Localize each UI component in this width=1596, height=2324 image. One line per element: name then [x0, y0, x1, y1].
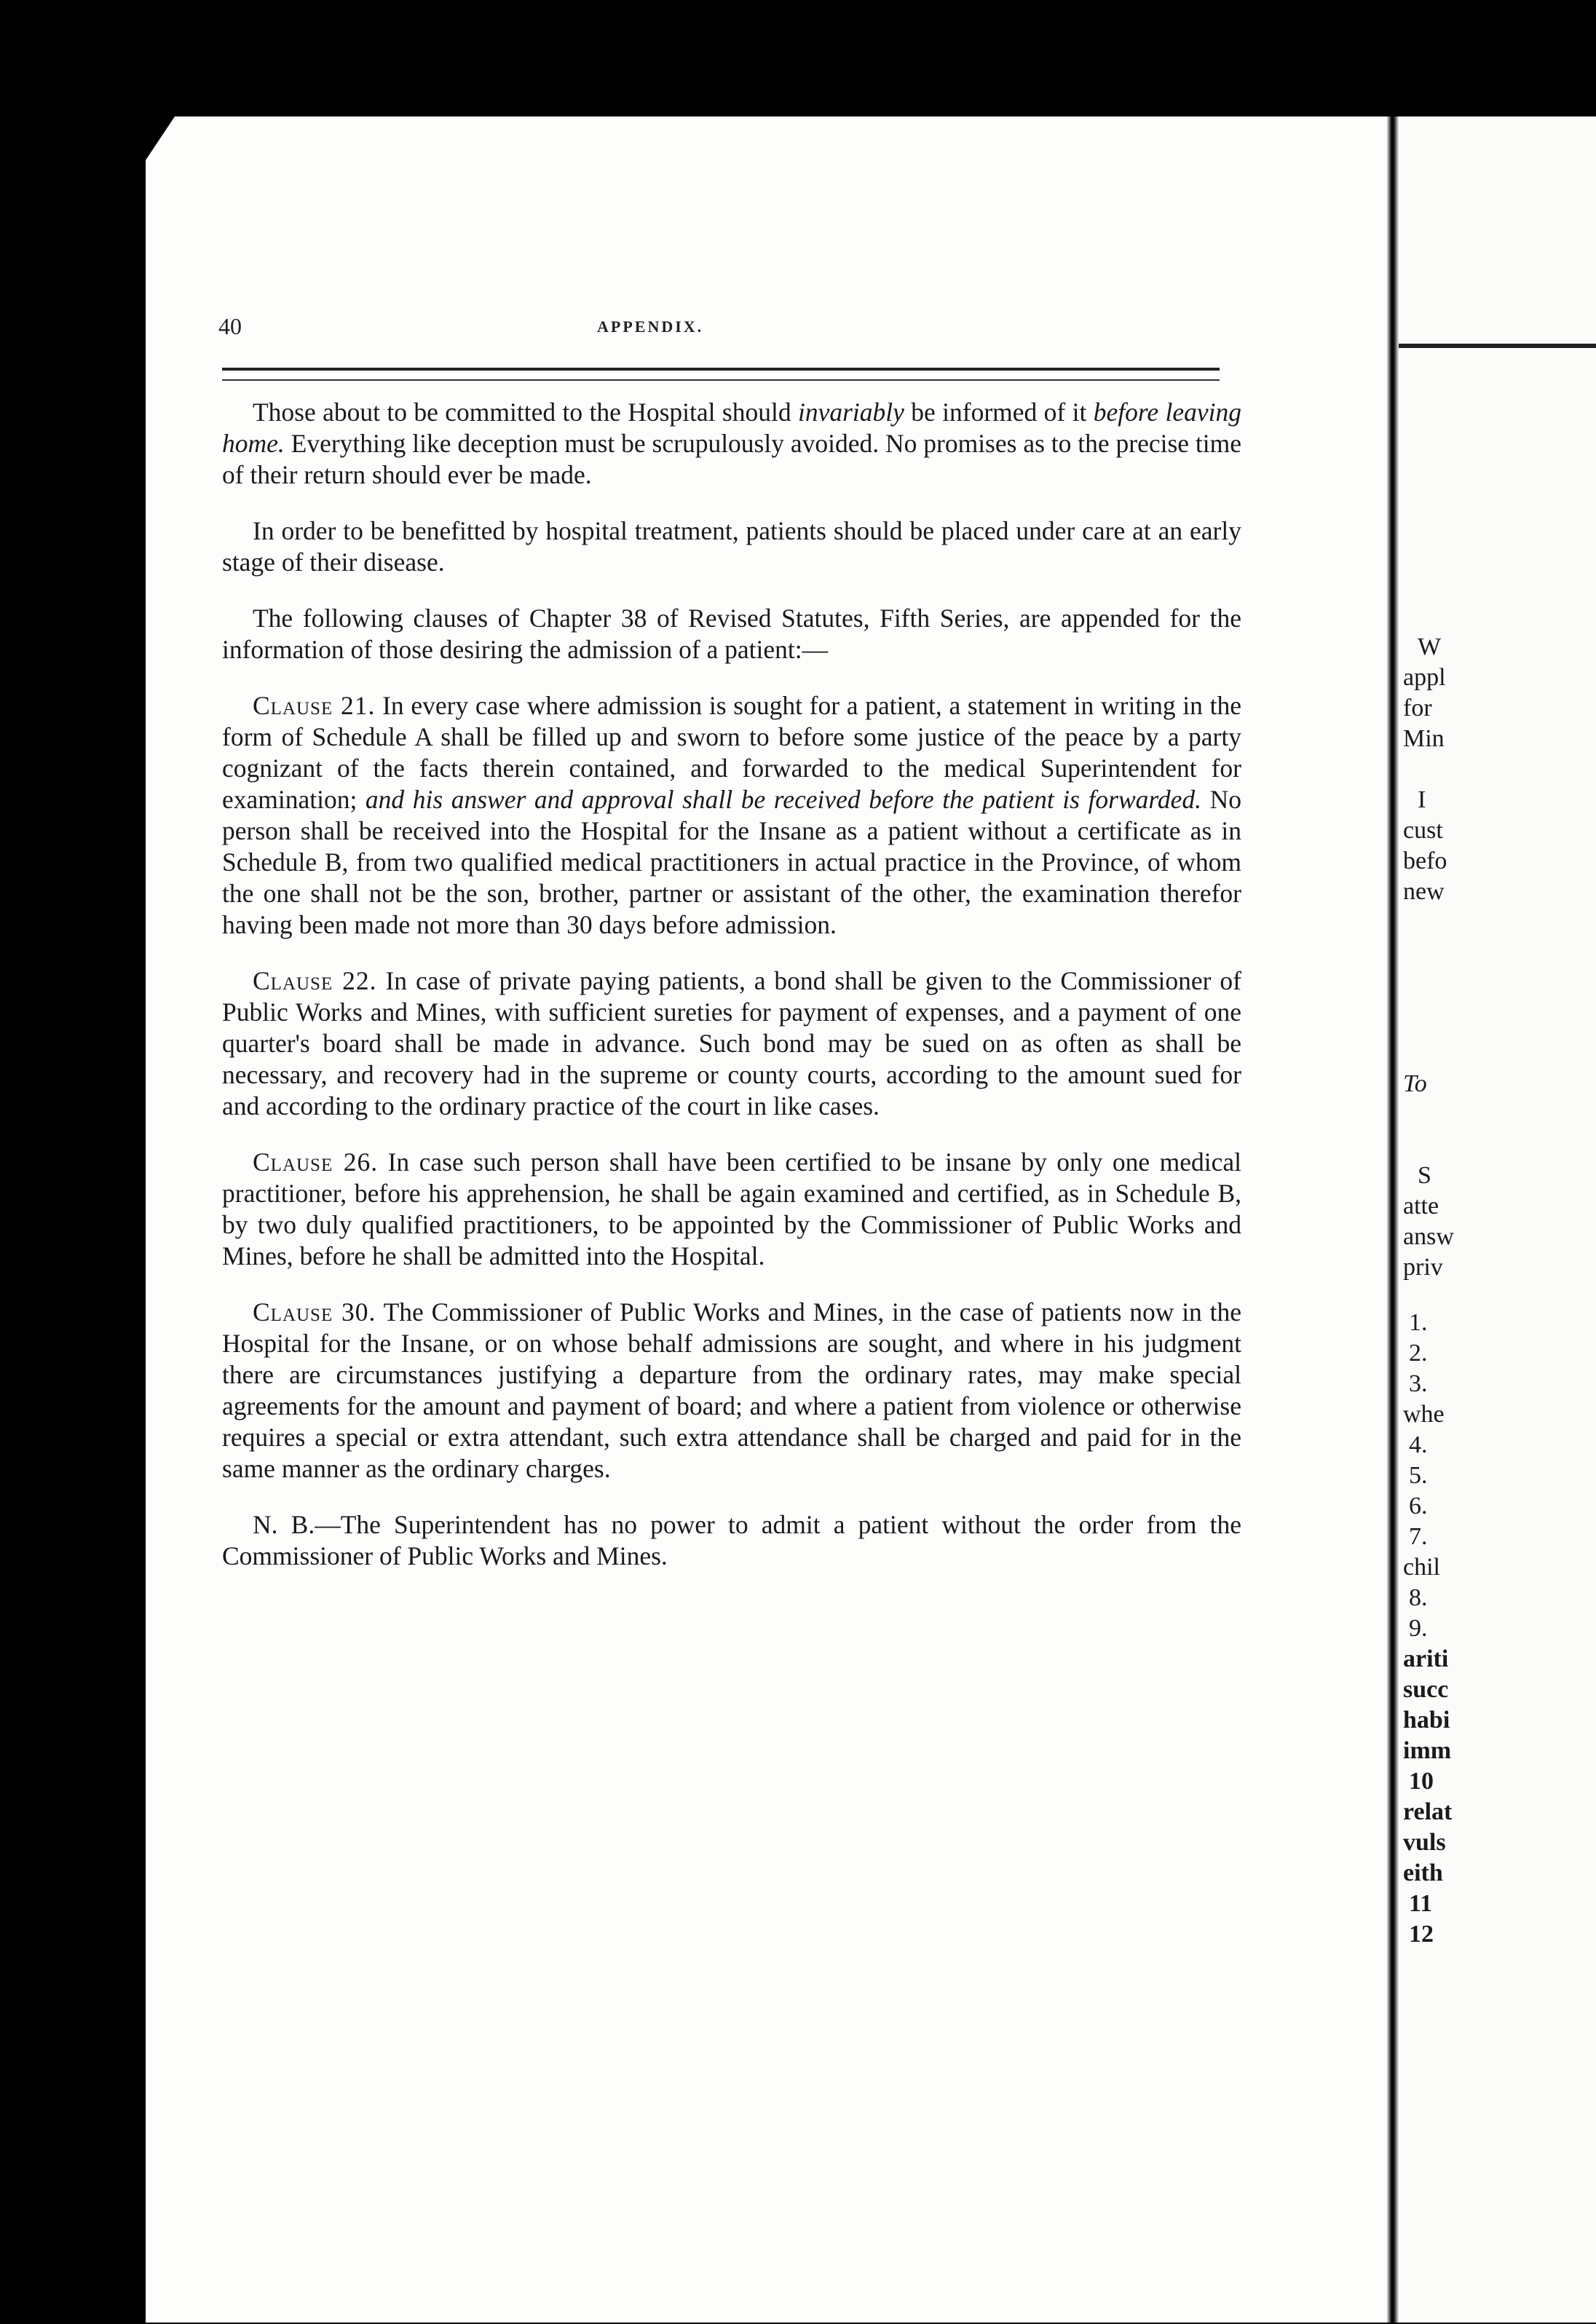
- text-run: No person shall be received into the Hospital for the Insane as a patient without a certificate as in Schedule B, from two qualified medical practitioners in actual practice in the Province, of whom the one shall not be the son, brother, partner or assistant of the other, the examination therefor having been made not more than 30 days before admission.: [222, 785, 1241, 939]
- paragraph: [222, 397, 1241, 491]
- right-page-fragment: 6.: [1409, 1493, 1428, 1519]
- paragraph: [222, 603, 1241, 665]
- paragraph: [222, 965, 1241, 1122]
- text-run: In case of private paying patients, a bond shall be given to the Commissioner of Public Works and Mines, with sufficient sureties for payment of expenses, and a payment of one quarter's board shall be made in advance. Such bond may be sued on as often as shall be necessary, and recovery had in the supreme or county courts, according to the amount sued for and according to the ordinary practice of the court in like cases.: [222, 966, 1242, 1120]
- paragraph: [222, 690, 1241, 941]
- text-run: N. B.—The Superintendent has no power to admit a patient without the order from the Commissioner of Public Works and Mines.: [222, 1510, 1241, 1570]
- right-page: [1399, 116, 1596, 2323]
- right-page-fragment: 4.: [1409, 1431, 1428, 1458]
- emphasis-text: invariably: [797, 398, 904, 427]
- page-number: 40: [218, 313, 242, 339]
- right-page-fragment: appl: [1403, 664, 1446, 691]
- right-page-fragment: 1.: [1409, 1309, 1428, 1336]
- right-page-fragment: eith: [1403, 1859, 1443, 1886]
- right-page-fragment: whe: [1403, 1401, 1445, 1428]
- page-title: APPENDIX.: [597, 317, 704, 336]
- right-page-fragment: To: [1403, 1070, 1427, 1097]
- right-page-fragment: Min: [1403, 725, 1445, 752]
- right-page-fragment: 11: [1409, 1890, 1433, 1917]
- clause-heading: Clause 26.: [253, 1147, 379, 1177]
- right-page-fragment: I: [1418, 786, 1426, 813]
- right-page-fragment: vuls: [1403, 1829, 1446, 1856]
- right-page-fragment: atte: [1403, 1193, 1439, 1220]
- right-page-fragment: for: [1403, 695, 1432, 722]
- text-run: In case such person shall have been certified to be insane by only one medical practitioner, before his apprehension, he shall be again examined and certified, as in Schedule B, by two duly qualified practitioners, to be appointed by the Commissioner of Public Works and Mines, before he shall be admitted into the Hospital.: [222, 1147, 1241, 1270]
- paragraph: [222, 1147, 1241, 1272]
- right-page-fragment: succ: [1403, 1676, 1449, 1703]
- page-corner-shadow: [146, 116, 175, 160]
- clause-heading: Clause 22.: [253, 966, 377, 995]
- right-page-fragment: 10: [1409, 1768, 1434, 1795]
- right-page-fragment: priv: [1403, 1254, 1443, 1281]
- text-run: Those about to be committed to the Hospital should: [253, 398, 798, 427]
- text-run: be informed of it: [904, 398, 1094, 427]
- book-gutter: [1387, 116, 1399, 2323]
- right-page-fragment: ariti: [1403, 1645, 1449, 1672]
- right-page-fragment: S: [1418, 1162, 1431, 1189]
- right-page-fragment: relat: [1403, 1798, 1453, 1825]
- right-page-fragment: 12: [1409, 1921, 1434, 1948]
- clause-heading: Clause 21.: [253, 691, 376, 720]
- right-page-fragment: W: [1418, 633, 1442, 660]
- right-page-fragment: 5.: [1409, 1462, 1428, 1489]
- right-page-fragment: imm: [1403, 1737, 1452, 1764]
- right-page-fragment: 3.: [1409, 1370, 1428, 1397]
- paragraph: [222, 515, 1241, 578]
- paragraph: [222, 1297, 1241, 1485]
- right-page-fragment: 7.: [1409, 1523, 1428, 1550]
- right-page-fragment: cust: [1403, 817, 1443, 844]
- right-page-fragment: chil: [1403, 1554, 1440, 1581]
- emphasis-text: before leaving home.: [222, 398, 1241, 458]
- header-rule: [222, 368, 1220, 381]
- document-body: [222, 397, 1241, 1597]
- right-page-fragment: 8.: [1409, 1584, 1428, 1611]
- right-page-fragment: 2.: [1409, 1340, 1428, 1367]
- clause-heading: Clause 30.: [253, 1297, 376, 1327]
- right-page-fragment: 9.: [1409, 1615, 1428, 1642]
- right-page-fragment: new: [1403, 878, 1445, 905]
- text-run: The following clauses of Chapter 38 of Revised Statutes, Fifth Series, are appended for the information of those desiring the admission of a patient:—: [222, 604, 1241, 664]
- right-page-rule: [1399, 344, 1596, 348]
- right-page-fragment: habi: [1403, 1707, 1450, 1734]
- text-run: The Commissioner of Public Works and Mines, in the case of patients now in the Hospital for the Insane, or on whose behalf admissions are sought, and where in his judgment there are circumstances justifying a departure from the ordinary rates, may make special agreements for the amount and payment of board; and where a patient from violence or otherwise requires a special or extra attendant, such extra attendance shall be charged and paid for in the same manner as the ordinary charges.: [222, 1297, 1241, 1483]
- right-page-fragment: answ: [1403, 1223, 1454, 1250]
- text-run: In order to be benefitted by hospital treatment, patients should be placed under care at an early stage of their disease.: [222, 516, 1241, 577]
- emphasis-text: and his answer and approval shall be received before the patient is forwarded.: [365, 785, 1202, 814]
- right-page-fragment: befo: [1403, 847, 1447, 874]
- text-run: Everything like deception must be scrupulously avoided. No promises as to the precise time of their return should ever be made.: [222, 429, 1241, 489]
- paragraph: [222, 1509, 1241, 1572]
- text-run: In every case where admission is sought for a patient, a statement in writing in the form of Schedule A shall be filled up and sworn to before some justice of the peace by a party cognizant of the facts therein contained, and forwarded to the medical Superintendent for examination;: [222, 691, 1241, 814]
